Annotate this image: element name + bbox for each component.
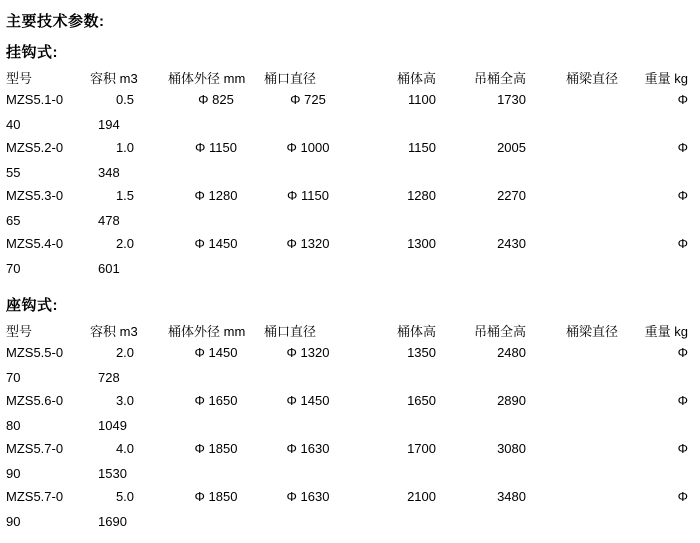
cell-wrap-left: 90	[6, 466, 21, 481]
cell-total-height: 2890	[497, 393, 526, 408]
cell-body-height: 1280	[407, 188, 436, 203]
cell-mouth-diameter: Φ 1320	[286, 345, 330, 360]
table-row	[6, 92, 688, 116]
cell-beam-diameter	[526, 92, 618, 116]
cell-mouth-diameter: Φ 1150	[287, 188, 329, 203]
cell-total-height: 2270	[497, 188, 526, 203]
header-volume: 容积 m3	[90, 71, 138, 86]
table-row	[6, 236, 688, 260]
header-total-height: 吊桶全高	[473, 71, 526, 86]
table-row-continuation	[6, 513, 688, 537]
cell-beam-diameter	[526, 345, 618, 369]
cell-wrap-number: 1530	[98, 466, 127, 481]
cell-beam-diameter	[526, 441, 618, 465]
table-header-row	[6, 68, 688, 92]
cell-wrap-number: 194	[98, 117, 120, 132]
spec-table-seat-hook-type	[6, 321, 688, 537]
table-row-continuation	[6, 465, 688, 489]
header-model: 型号	[6, 324, 33, 339]
cell-volume: 1.0	[115, 140, 135, 155]
cell-weight-symbol: Φ	[677, 92, 688, 107]
cell-body-height: 1650	[407, 393, 436, 408]
cell-outer-diameter: Φ 1850	[194, 489, 238, 504]
cell-model: MZS5.6-0	[6, 393, 64, 408]
cell-outer-diameter: Φ 1450	[194, 345, 238, 360]
cell-weight-symbol: Φ	[677, 489, 688, 504]
cell-total-height: 3080	[497, 441, 526, 456]
table-row-continuation	[6, 369, 688, 393]
cell-wrap-left: 80	[6, 418, 21, 433]
header-volume: 容积 m3	[90, 324, 138, 339]
header-body-height: 桶体高	[396, 71, 436, 86]
cell-wrap-left: 70	[6, 261, 21, 276]
section-title-seat-hook-type: 座钩式:	[6, 297, 58, 314]
cell-volume: 2.0	[115, 236, 135, 251]
cell-weight-symbol: Φ	[677, 393, 688, 408]
cell-outer-diameter: Φ 1650	[194, 393, 238, 408]
cell-wrap-left: 90	[6, 514, 21, 529]
cell-outer-diameter: Φ 1850	[194, 441, 238, 456]
cell-wrap-left: 55	[6, 165, 21, 180]
table-row-continuation	[6, 417, 688, 441]
cell-total-height: 2480	[497, 345, 526, 360]
table-row-continuation	[6, 260, 688, 284]
cell-model: MZS5.7-0	[6, 441, 64, 456]
cell-weight-symbol: Φ	[677, 345, 688, 360]
header-weight: 重量 kg	[644, 71, 688, 86]
document-page	[0, 10, 700, 543]
cell-weight-symbol: Φ	[677, 188, 688, 203]
cell-mouth-diameter: Φ 1450	[286, 393, 330, 408]
cell-outer-diameter: Φ 1280	[194, 188, 238, 203]
cell-volume: 3.0	[115, 393, 135, 408]
cell-weight-symbol: Φ	[677, 140, 688, 155]
header-model: 型号	[6, 71, 33, 86]
table-header-row	[6, 321, 688, 345]
cell-beam-diameter	[526, 393, 618, 417]
cell-mouth-diameter: Φ 725	[290, 92, 326, 107]
cell-wrap-number: 728	[98, 370, 120, 385]
cell-outer-diameter: Φ 825	[198, 92, 234, 107]
cell-total-height: 2430	[497, 236, 526, 251]
cell-total-height: 3480	[497, 489, 526, 504]
cell-wrap-left: 65	[6, 213, 21, 228]
cell-body-height: 1150	[408, 140, 436, 155]
cell-wrap-number: 601	[98, 261, 120, 276]
cell-total-height: 1730	[497, 92, 526, 107]
cell-beam-diameter	[526, 140, 618, 164]
cell-body-height: 2100	[407, 489, 436, 504]
header-weight: 重量 kg	[644, 324, 688, 339]
cell-model: MZS5.1-0	[6, 92, 64, 107]
header-mouth-diameter: 桶口直径	[264, 71, 317, 86]
cell-volume: 1.5	[115, 188, 135, 203]
header-mouth-diameter: 桶口直径	[264, 324, 317, 339]
header-outer-diameter: 桶体外径 mm	[168, 71, 246, 86]
cell-beam-diameter	[526, 489, 618, 513]
cell-volume: 0.5	[115, 92, 135, 107]
cell-wrap-number: 348	[98, 165, 120, 180]
cell-body-height: 1300	[407, 236, 436, 251]
header-outer-diameter: 桶体外径 mm	[168, 324, 246, 339]
page-title: 主要技术参数:	[6, 13, 105, 30]
cell-body-height: 1100	[408, 92, 436, 107]
cell-wrap-number: 1049	[98, 418, 127, 433]
table-row	[6, 345, 688, 369]
table-row	[6, 441, 688, 465]
cell-weight-symbol: Φ	[677, 236, 688, 251]
table-row-continuation	[6, 212, 688, 236]
cell-model: MZS5.7-0	[6, 489, 64, 504]
header-total-height: 吊桶全高	[473, 324, 526, 339]
cell-beam-diameter	[526, 236, 618, 260]
cell-wrap-number: 478	[98, 213, 120, 228]
cell-model: MZS5.2-0	[6, 140, 64, 155]
cell-wrap-left: 70	[6, 370, 21, 385]
header-body-height: 桶体高	[396, 324, 436, 339]
table-row	[6, 489, 688, 513]
cell-mouth-diameter: Φ 1320	[286, 236, 330, 251]
cell-mouth-diameter: Φ 1000	[286, 140, 330, 155]
table-row-continuation	[6, 164, 688, 188]
cell-wrap-number: 1690	[98, 514, 127, 529]
section-title-hook-type: 挂钩式:	[6, 44, 58, 61]
table-row	[6, 393, 688, 417]
cell-mouth-diameter: Φ 1630	[286, 441, 330, 456]
cell-model: MZS5.5-0	[6, 345, 64, 360]
header-beam-diameter: 桶梁直径	[565, 71, 618, 86]
header-beam-diameter: 桶梁直径	[565, 324, 618, 339]
cell-model: MZS5.3-0	[6, 188, 64, 203]
table-row-continuation	[6, 116, 688, 140]
cell-mouth-diameter: Φ 1630	[286, 489, 330, 504]
cell-volume: 2.0	[115, 345, 135, 360]
table-row	[6, 140, 688, 164]
cell-outer-diameter: Φ 1150	[195, 140, 237, 155]
cell-model: MZS5.4-0	[6, 236, 64, 251]
cell-outer-diameter: Φ 1450	[194, 236, 238, 251]
spec-table-hook-type	[6, 68, 688, 284]
cell-total-height: 2005	[497, 140, 526, 155]
cell-beam-diameter	[526, 188, 618, 212]
cell-body-height: 1350	[407, 345, 436, 360]
cell-volume: 4.0	[115, 441, 135, 456]
table-row	[6, 188, 688, 212]
cell-body-height: 1700	[407, 441, 436, 456]
cell-volume: 5.0	[115, 489, 135, 504]
cell-weight-symbol: Φ	[677, 441, 688, 456]
cell-wrap-left: 40	[6, 117, 21, 132]
